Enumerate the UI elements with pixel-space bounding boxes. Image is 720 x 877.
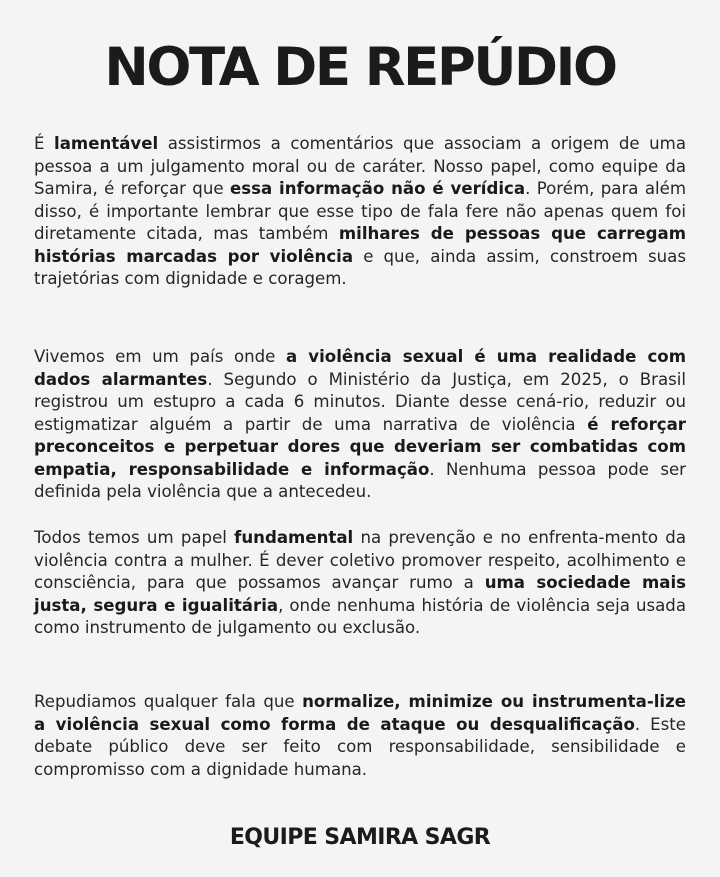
text-run: . Nenhuma pessoa pode ser definida pela violência que a antecedeu. (34, 459, 686, 501)
bold-run: lamentável (54, 134, 159, 153)
signature: EQUIPE SAMIRA SAGR (229, 825, 491, 850)
text-run: e que, ainda assim, constroem suas trajetórias com dignidade e coragem. (34, 246, 686, 288)
paragraph-2 (34, 346, 686, 504)
text-run: É (34, 134, 55, 153)
paragraph-4 (34, 691, 686, 781)
bold-run: a violência sexual é uma realidade com dados alarmantes (34, 347, 687, 389)
text-run: . Este debate público deve ser feito com responsabilidade, sensibilidade e compromisso com a dignidade humana. (34, 714, 686, 779)
text-run: . Segundo o Ministério da Justiça, em 2025, o Brasil registrou um estupro a cada 6 minutos. Diante desse cená-rio, reduzir ou estigmatizar alguém a partir de uma narrativa de violência (34, 369, 687, 434)
bold-run: milhares de pessoas que carregam histórias marcadas por violência (34, 224, 686, 266)
bold-run: fundamental (234, 528, 354, 547)
text-run: na prevenção e no enfrenta-mento da violência contra a mulher. É dever coletivo promover respeito, acolhimento e consciência, para que possamos avançar rumo a (34, 528, 687, 592)
bold-run: essa informação não é verídica (229, 179, 526, 198)
text-run: Todos temos um papel (34, 528, 235, 547)
text-run: Vivemos em um país onde (34, 347, 286, 366)
text-run: assistirmos a comentários que associam a origem de uma pessoa a um julgamento moral ou de caráter. Nosso papel, como equipe da Samira, é reforçar que (34, 134, 686, 198)
bold-run: uma sociedade mais justa, segura e igualitária (34, 573, 687, 615)
text-run: , onde nenhuma história de violência seja usada como instrumento de julgamento ou exclusão. (34, 595, 686, 637)
text-run: Repudiamos qualquer fala que (34, 692, 303, 711)
paragraph-3 (34, 527, 686, 640)
paragraph-1 (34, 133, 686, 291)
bold-run: normalize, minimize ou instrumenta-lize a violência sexual como forma de ataque ou desqualificação (34, 692, 686, 734)
bold-run: é reforçar preconceitos e perpetuar dores que deveriam ser combatidas com empatia, responsabilidade e informação (34, 414, 686, 479)
text-run: . Porém, para além disso, é importante lembrar que esse tipo de fala fere não apenas quem foi diretamente citada, mas também (34, 179, 686, 243)
page-title: NOTA DE REPÚDIO (104, 37, 616, 98)
